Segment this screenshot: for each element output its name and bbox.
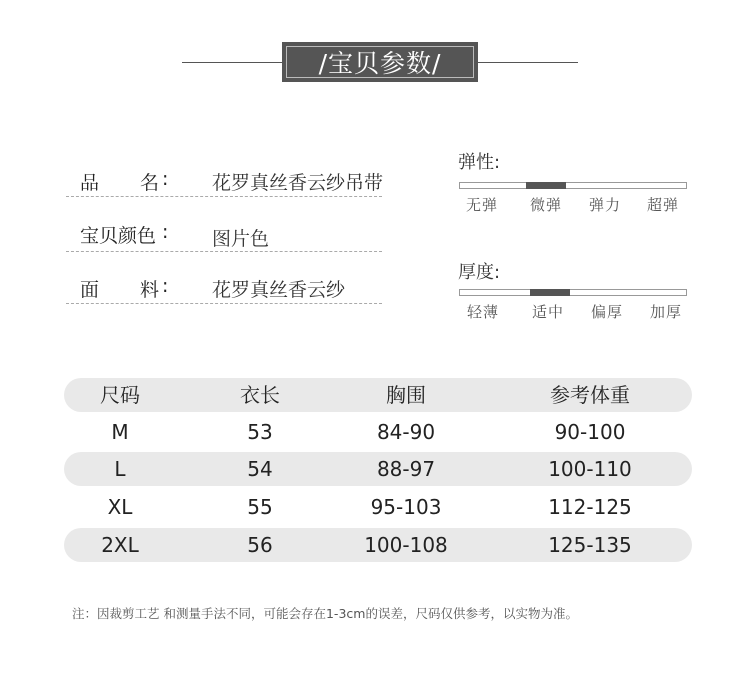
table-cell: 2XL [101,533,139,557]
footnote: 注：因裁剪工艺 和测量手法不同，可能会存在1-3cm的误差，尺码仅供参考，以实物为准。 [72,606,578,621]
info-label-name-colon: : [162,168,169,190]
header-line-right [478,62,578,63]
info-value-color: 图片色 [212,228,270,250]
table-header-cell: 胸围 [386,383,426,407]
table-cell: 84-90 [376,420,436,444]
table-cell: 95-103 [370,495,442,519]
table-row [64,452,692,486]
thickness-indicator [530,289,570,296]
info-label-name-part2: 名 [140,172,160,194]
elasticity-option: 超弹 [646,196,679,214]
info-label-material-colon: : [162,275,169,297]
info-value-name: 花罗真丝香云纱吊带 [212,172,384,194]
thickness-option: 偏厚 [590,303,623,321]
elasticity-title: 弹性: [458,152,501,173]
table-row [64,528,692,562]
table-row [64,490,692,524]
table-cell: 100-110 [548,457,632,481]
table-cell: 100-108 [364,533,448,557]
table-cell: 56 [247,533,273,557]
thickness-option: 加厚 [649,303,682,321]
table-cell: XL [107,495,133,519]
elasticity-option: 微弹 [529,196,562,214]
thickness-option: 适中 [531,303,564,321]
table-cell: M [111,420,129,444]
thickness-title: 厚度: [458,262,501,283]
elasticity-bar [459,182,687,189]
table-cell: 88-97 [376,457,436,481]
table-header-cell: 尺码 [100,383,140,407]
section-title: /宝贝参数/ [286,46,474,78]
table-cell: 53 [247,420,273,444]
info-divider [66,303,382,304]
info-label-material-part2: 料 [140,279,160,301]
info-label-material-part1: 面 [80,279,100,301]
thickness-option: 轻薄 [466,303,499,321]
table-cell: 55 [247,495,273,519]
table-header-cell: 衣长 [240,383,280,407]
info-label-name-part1: 品 [80,172,100,194]
table-header-cell: 参考体重 [550,383,630,407]
table-cell: 112-125 [548,495,632,519]
table-row [64,415,692,449]
info-label-color-part1: 宝贝颜色 [80,225,157,247]
header-line-left [182,62,282,63]
info-value-material: 花罗真丝香云纱 [212,279,346,301]
section-title-box [282,42,478,82]
table-cell: L [114,457,126,481]
table-cell: 54 [247,457,273,481]
elasticity-option: 无弹 [465,196,498,214]
elasticity-option: 弹力 [588,196,621,214]
info-label-color-colon: : [162,221,169,243]
elasticity-indicator [526,182,566,189]
table-cell: 90-100 [554,420,626,444]
table-cell: 125-135 [548,533,632,557]
table-header-row [64,378,692,412]
info-divider [66,196,382,197]
info-divider [66,251,382,252]
thickness-bar [459,289,687,296]
